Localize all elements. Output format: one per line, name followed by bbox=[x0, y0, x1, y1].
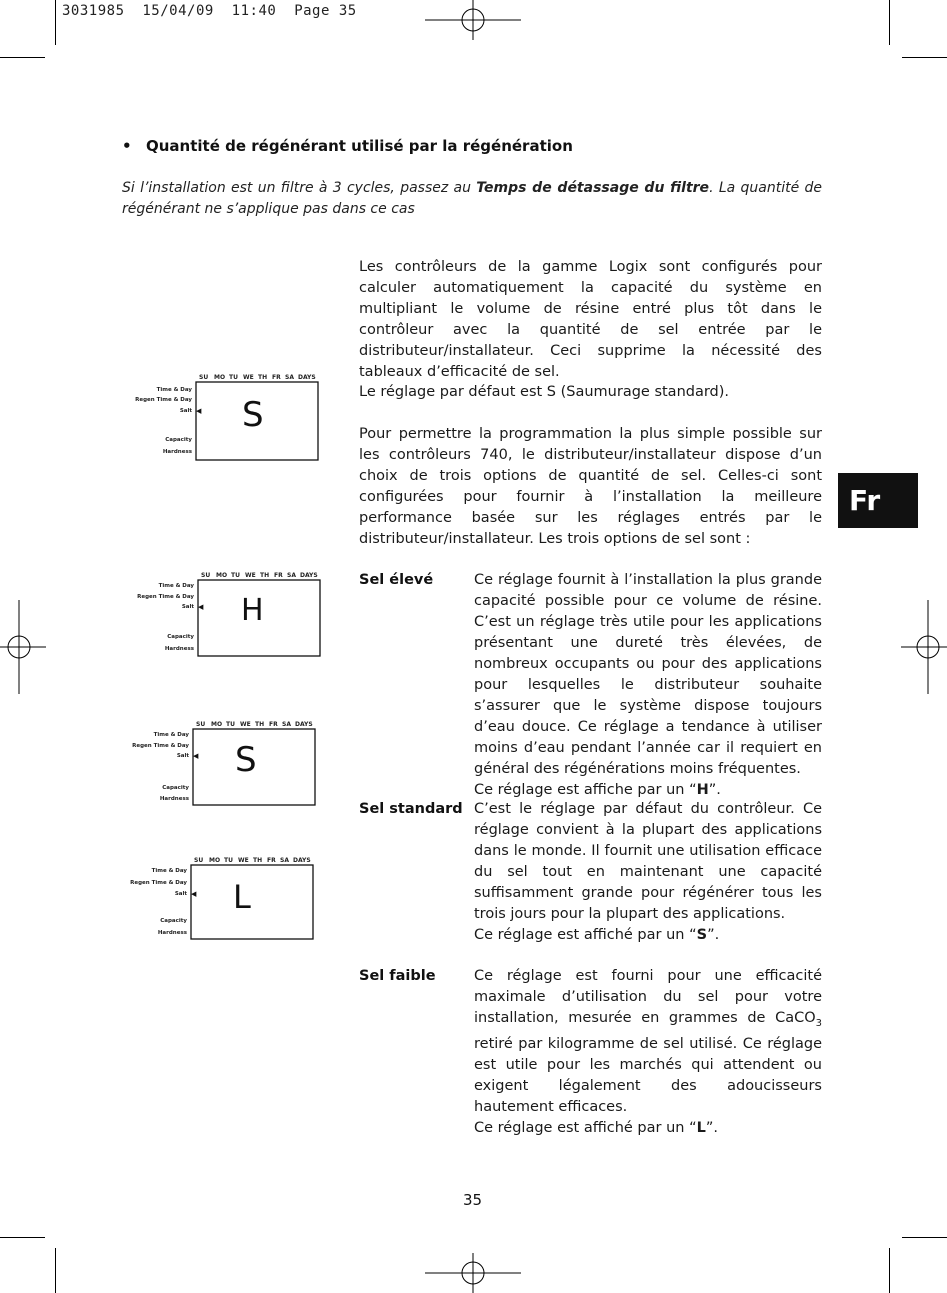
language-tab-fr: Fr bbox=[838, 473, 918, 528]
lcd-day-su: SU bbox=[196, 721, 206, 728]
lcd-day-mo: MO bbox=[209, 857, 221, 864]
lcd-day-sa: SA bbox=[282, 721, 291, 728]
option-text-low bbox=[474, 966, 822, 1139]
registration-mark-right-icon bbox=[901, 600, 947, 694]
lcd-label-hardness: Hardness bbox=[159, 796, 189, 802]
lcd-display-4 bbox=[125, 853, 321, 951]
lcd-segment-char: S bbox=[235, 740, 257, 780]
display-prefix: Ce réglage est affiche par un “ bbox=[474, 782, 697, 798]
lcd-day-th: TH bbox=[260, 572, 270, 579]
arrow-left-icon: ◀ bbox=[193, 752, 199, 760]
lcd-day-sa: SA bbox=[280, 857, 289, 864]
lcd-day-th: TH bbox=[258, 374, 268, 381]
lcd-label-hardness: Hardness bbox=[164, 646, 194, 652]
option-desc-low-part1: Ce réglage est fourni pour une efficacité maximale d’utilisation du sel pour votre installation, mesurée en grammes de CaCO bbox=[474, 968, 822, 1026]
lcd-label-time-day: Time & Day bbox=[158, 583, 194, 589]
section-heading-text: Quantité de régénérant utilisé par la régénération bbox=[146, 137, 573, 155]
display-suffix: ”. bbox=[708, 782, 721, 798]
lcd-day-we: WE bbox=[240, 721, 251, 728]
lcd-day-su: SU bbox=[201, 572, 211, 579]
arrow-left-icon: ◀ bbox=[196, 407, 202, 415]
option-label-high: Sel élevé bbox=[359, 572, 434, 588]
lcd-label-regen: Regen Time & Day bbox=[137, 594, 194, 600]
option-text-high bbox=[474, 570, 822, 801]
crop-mark-br-h bbox=[902, 1237, 947, 1238]
lcd-segment-char: L bbox=[233, 878, 251, 916]
lcd-day-mo: MO bbox=[214, 374, 226, 381]
display-prefix: Ce réglage est affiché par un “ bbox=[474, 927, 697, 943]
crop-mark-bl-v bbox=[55, 1248, 56, 1293]
lcd-label-regen: Regen Time & Day bbox=[130, 880, 187, 886]
header-time: 11:40 bbox=[231, 3, 277, 19]
option-label-low: Sel faible bbox=[359, 968, 436, 984]
option-label-standard: Sel standard bbox=[359, 801, 463, 817]
lcd-label-time-day: Time & Day bbox=[151, 868, 187, 874]
lcd-label-regen: Regen Time & Day bbox=[135, 397, 192, 403]
lcd-day-days: DAYS bbox=[295, 721, 313, 728]
lcd-day-tu: TU bbox=[224, 857, 233, 864]
paragraph-1: Les contrôleurs de la gamme Logix sont configurés pour calculer automatiquement la capacité du système en multipliant le volume de résine entré plus tôt dans le contrôleur avec la quantité de sel entrée par le distributeur/installateur. Ceci supprime la nécessité des tableaux d’efficacité de sel. bbox=[359, 259, 822, 380]
crop-mark-tr-v bbox=[889, 0, 890, 45]
lcd-day-we: WE bbox=[245, 572, 256, 579]
lcd-label-regen: Regen Time & Day bbox=[132, 743, 189, 749]
registration-mark-bottom-icon bbox=[425, 1253, 521, 1293]
registration-mark-left-icon bbox=[0, 600, 46, 694]
lcd-day-we: WE bbox=[243, 374, 254, 381]
display-suffix: ”. bbox=[705, 1119, 718, 1136]
option-desc-low-part2: retiré par kilogramme de sel utilisé. Ce réglage est utile pour les marchés qui attendent ou exigent légalement des adoucisseurs hautement efficaces. bbox=[474, 1035, 822, 1115]
display-letter: H bbox=[696, 782, 709, 798]
lcd-label-hardness: Hardness bbox=[157, 930, 187, 936]
lcd-day-days: DAYS bbox=[300, 572, 318, 579]
lcd-display-3 bbox=[127, 717, 323, 815]
arrow-left-icon: ◀ bbox=[198, 603, 204, 611]
lcd-label-capacity: Capacity bbox=[167, 634, 194, 640]
lcd-day-we: WE bbox=[238, 857, 249, 864]
lcd-label-salt: Salt bbox=[179, 408, 192, 414]
intro-note bbox=[122, 178, 822, 220]
lcd-day-fr: FR bbox=[269, 721, 278, 728]
page-number: 35 bbox=[463, 1191, 483, 1209]
lcd-day-mo: MO bbox=[211, 721, 223, 728]
lcd-label-hardness: Hardness bbox=[162, 449, 192, 455]
option-display-high bbox=[474, 780, 822, 801]
option-display-standard bbox=[474, 925, 822, 946]
lcd-day-su: SU bbox=[199, 374, 209, 381]
crop-mark-tl-h bbox=[0, 57, 45, 58]
lcd-label-salt: Salt bbox=[181, 604, 194, 610]
lcd-segment-char: S bbox=[242, 395, 264, 435]
lcd-label-capacity: Capacity bbox=[165, 437, 192, 443]
lcd-day-th: TH bbox=[253, 857, 263, 864]
lcd-day-mo: MO bbox=[216, 572, 228, 579]
lcd-day-su: SU bbox=[194, 857, 204, 864]
paragraph-2: Le réglage par défaut est S (Saumurage standard). bbox=[359, 384, 730, 400]
header-page-label: Page 35 bbox=[294, 3, 357, 19]
lcd-label-salt: Salt bbox=[174, 891, 187, 897]
lcd-label-time-day: Time & Day bbox=[156, 387, 192, 393]
lcd-day-tu: TU bbox=[231, 572, 240, 579]
lcd-label-time-day: Time & Day bbox=[153, 732, 189, 738]
crop-mark-tr-h bbox=[902, 57, 947, 58]
lcd-display-2 bbox=[132, 568, 328, 666]
intro-prefix: Si l’installation est un filtre à 3 cycles, passez au bbox=[122, 180, 477, 196]
lcd-day-sa: SA bbox=[285, 374, 294, 381]
registration-mark-top-icon bbox=[425, 0, 521, 40]
section-heading bbox=[122, 137, 573, 155]
lcd-segment-char: H bbox=[241, 593, 264, 628]
option-desc-standard: C’est le réglage par défaut du contrôleur. Ce réglage convient à la plupart des applications dans le monde. Il fournit une utilisation efficace du sel tout en maintenant une capacité suffisamment grande pour régénérer tous les trois jours pour la plupart des applications. bbox=[474, 801, 822, 922]
paragraph-3: Pour permettre la programmation la plus simple possible sur les contrôleurs 740, le distributeur/installateur dispose d’un choix de trois options de quantité de sel. Celles-ci sont configurées pour fournir à l’installation la meilleure performance basée sur les réglages entrés par le distributeur/installateur. Les trois options de sel sont : bbox=[359, 426, 822, 547]
lcd-day-tu: TU bbox=[229, 374, 238, 381]
intro-suffix: . La quantité de régénérant ne s’applique pas dans ce cas bbox=[122, 180, 822, 217]
lcd-day-th: TH bbox=[255, 721, 265, 728]
print-header bbox=[62, 3, 357, 19]
crop-mark-tl-v bbox=[55, 0, 56, 45]
bullet-icon: • bbox=[122, 137, 132, 155]
display-letter: L bbox=[696, 1119, 706, 1136]
option-text-standard bbox=[474, 799, 822, 946]
display-prefix: Ce réglage est affiché par un “ bbox=[474, 1119, 697, 1136]
intro-bold-link: Temps de détassage du filtre bbox=[476, 180, 710, 196]
display-letter: S bbox=[696, 927, 708, 943]
lcd-label-salt: Salt bbox=[176, 753, 189, 759]
header-doc-id: 3031985 bbox=[62, 3, 125, 19]
lcd-day-fr: FR bbox=[272, 374, 281, 381]
lcd-label-capacity: Capacity bbox=[162, 785, 189, 791]
option-display-low bbox=[474, 1118, 822, 1139]
lcd-day-days: DAYS bbox=[293, 857, 311, 864]
display-suffix: ”. bbox=[707, 927, 720, 943]
crop-mark-br-v bbox=[889, 1248, 890, 1293]
header-date: 15/04/09 bbox=[142, 3, 214, 19]
lcd-day-sa: SA bbox=[287, 572, 296, 579]
lcd-label-capacity: Capacity bbox=[160, 918, 187, 924]
lcd-day-fr: FR bbox=[274, 572, 283, 579]
crop-mark-bl-h bbox=[0, 1237, 45, 1238]
lcd-day-tu: TU bbox=[226, 721, 235, 728]
subscript-3: 3 bbox=[815, 1017, 822, 1029]
arrow-left-icon: ◀ bbox=[191, 890, 197, 898]
lcd-day-days: DAYS bbox=[298, 374, 316, 381]
lcd-day-fr: FR bbox=[267, 857, 276, 864]
option-desc-high: Ce réglage fournit à l’installation la plus grande capacité possible pour ce volume de résine. C’est un réglage très utile pour les applications présentant une dureté très élevées, de nombreux occupants ou pour des applications pour lesquelles le distributeur souhaite s’assurer que le système dispose toujours d’eau douce. Ce réglage a tendance à utiliser moins d’eau pendant l’année car il requiert en général des régénérations moins fréquentes. bbox=[474, 572, 822, 777]
lcd-display-1 bbox=[130, 370, 326, 468]
